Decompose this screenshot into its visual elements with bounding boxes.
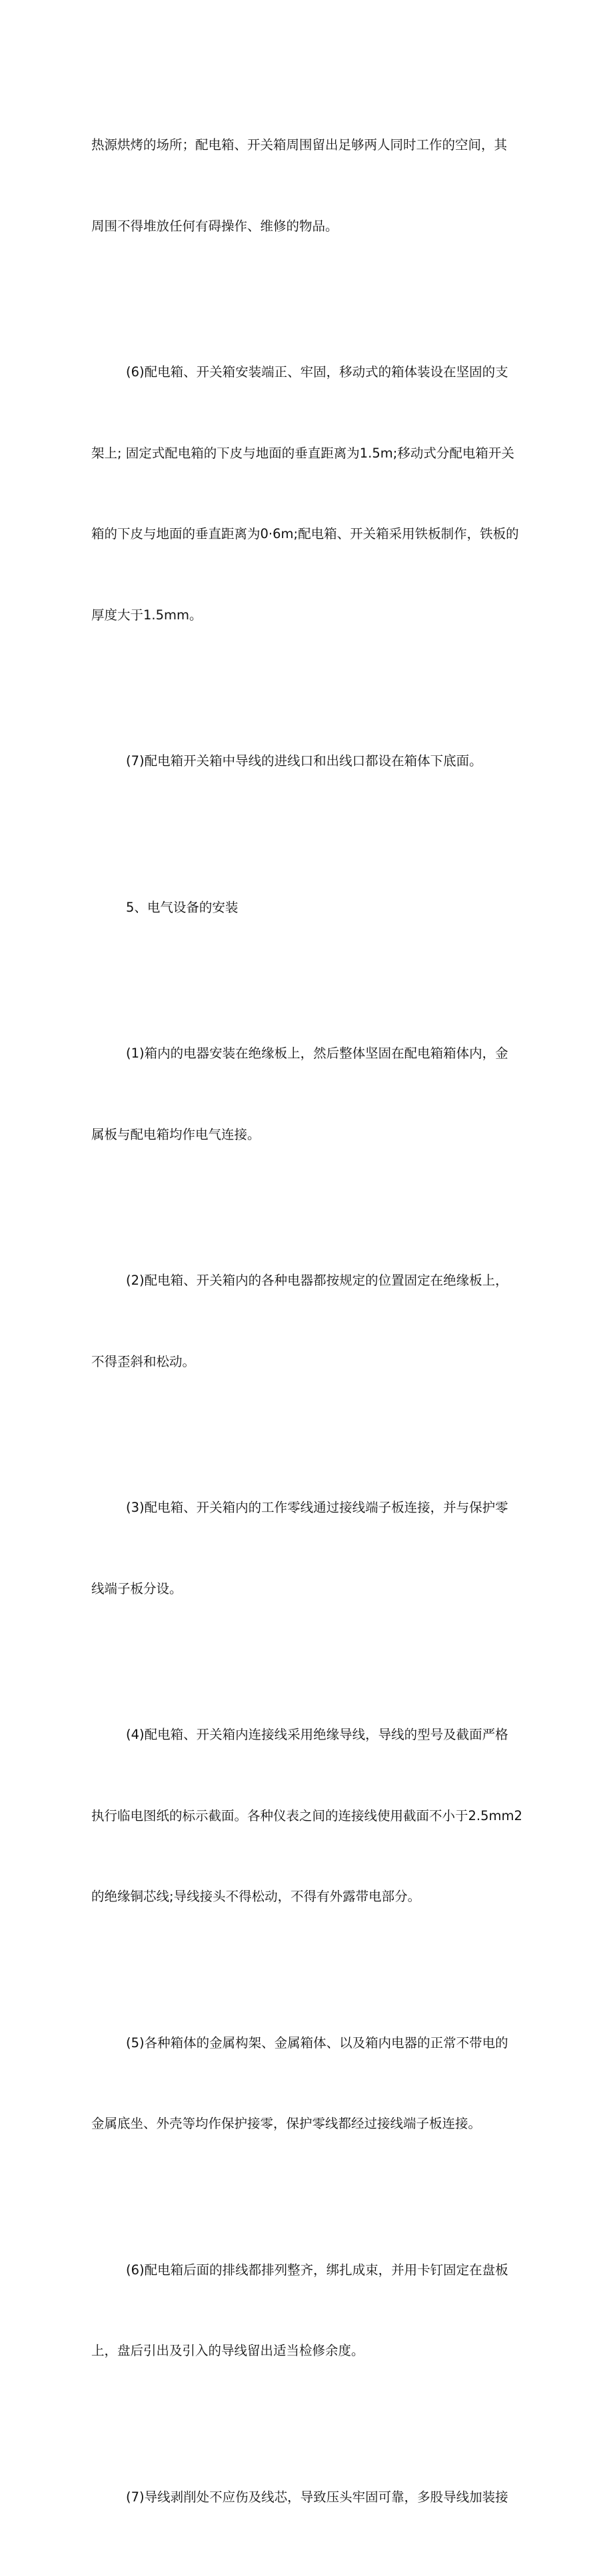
text-line: (2)配电箱、开关箱内的各种电器都按规定的位置固定在绝缘板上， <box>126 1273 508 1288</box>
text-line: 执行临电图纸的标示截面。各种仪表之间的连接线使用截面不小于2.5mm2 <box>91 1807 522 1823</box>
paragraph-item-6-wiring <box>91 2203 531 2419</box>
text-line: 属板与配电箱均作电气连接。 <box>91 1126 261 1142</box>
section-heading <box>91 840 531 976</box>
text-line: (7)配电箱开关箱中导线的进线口和出线口都设在箱体下底面。 <box>126 753 482 769</box>
paragraph-item-7-cable-entry <box>91 694 531 829</box>
text-line: 箱的下皮与地面的垂直距离为0·6m;配电箱、开关箱采用铁板制作，铁板的 <box>91 526 519 541</box>
paragraph-item-5 <box>91 1976 531 2192</box>
text-line: (5)各种箱体的金属构架、金属箱体、以及箱内电器的正常不带电的 <box>126 2035 508 2051</box>
text-line: 的绝缘铜芯线;导线接头不得松动，不得有外露带电部分。 <box>91 1889 421 1904</box>
text-line: (1)箱内的电器安装在绝缘板上，然后整体坚固在配电箱箱体内，金 <box>126 1046 508 1061</box>
text-line: 不得歪斜和松动。 <box>91 1353 196 1369</box>
paragraph-item-7-stripping <box>91 2430 531 2565</box>
text-line: 厚度大于1.5mm。 <box>91 607 203 623</box>
text-line: 周围不得堆放任何有碍操作、维修的物品。 <box>91 218 338 234</box>
text-line: (4)配电箱、开关箱内连接线采用绝缘导线，导线的型号及截面严格 <box>126 1727 508 1742</box>
paragraph-continuation <box>91 78 531 294</box>
text-line: (7)导线剥削处不应伤及线芯，导致压头牢固可靠，多股导线加装接 <box>126 2489 508 2505</box>
paragraph-item-6-mounting <box>91 305 531 683</box>
paragraph-item-4 <box>91 1668 531 1965</box>
text-line: 热源烘烤的场所；配电箱、开关箱周围留出足够两人同时工作的空间，其 <box>91 137 508 153</box>
text-line: (3)配电箱、开关箱内的工作零线通过接线端子板连接，并与保护零 <box>126 1500 508 1515</box>
text-line: (6)配电箱、开关箱安装端正、牢固，移动式的箱体装设在坚固的支 <box>126 364 508 380</box>
text-line: 5、电气设备的安装 <box>126 899 239 915</box>
text-line: (6)配电箱后面的排线都排列整齐，绑扎成束，并用卡钉固定在盘板 <box>126 2262 508 2278</box>
document-body <box>91 78 531 2576</box>
paragraph-item-1 <box>91 986 531 1202</box>
paragraph-item-3 <box>91 1441 531 1656</box>
text-line: 上，盘后引出及引入的导线留出适当检修余度。 <box>91 2343 364 2358</box>
paragraph-item-2 <box>91 1213 531 1429</box>
text-line: 架上; 固定式配电箱的下皮与地面的垂直距离为1.5m;移动式分配电箱开关 <box>91 445 514 461</box>
text-line: 金属底坐、外壳等均作保护接零，保护零线都经过接线端子板连接。 <box>91 2116 482 2131</box>
text-line: 线端子板分设。 <box>91 1580 183 1596</box>
